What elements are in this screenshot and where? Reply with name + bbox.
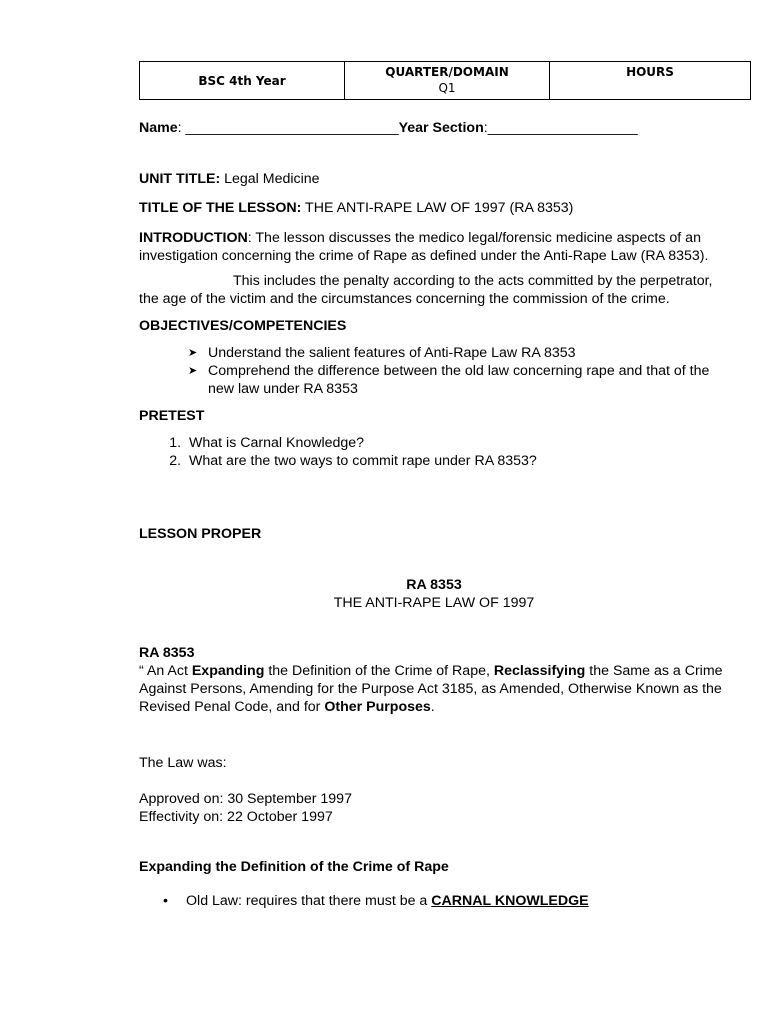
expanding-heading: Expanding the Definition of the Crime of Rape — [139, 859, 449, 875]
list-item: 2. What are the two ways to commit rape under RA 8353? — [185, 452, 729, 470]
ra-center-subtitle: THE ANTI-RAPE LAW OF 1997 — [333, 595, 535, 611]
section-blank: :___________________ — [483, 120, 638, 136]
list-item: ➤ Understand the salient features of Anti-Rape Law RA 8353 — [188, 345, 576, 361]
document-page — [139, 61, 729, 910]
header-year-cell: BSC 4th Year — [140, 62, 345, 100]
bullet-icon: • — [163, 893, 168, 909]
header-table — [139, 61, 751, 100]
arrow-bullet-icon: ➤ — [188, 347, 198, 359]
approved-date: Approved on: 30 September 1997 — [139, 791, 352, 807]
list-item: 1. What is Carnal Knowledge? — [185, 434, 729, 452]
name-blank: : ___________________________ — [177, 120, 399, 136]
header-quarter-cell: QUARTER/DOMAIN Q1 — [345, 62, 550, 100]
arrow-bullet-icon: ➤ — [188, 365, 198, 377]
ra-heading: RA 8353 — [139, 645, 195, 661]
objectives-list — [139, 344, 729, 398]
objectives-heading: OBJECTIVES/COMPETENCIES — [139, 318, 347, 334]
list-item: • Old Law: requires that there must be a CARNAL KNOWLEDGE — [163, 893, 589, 909]
ra-center-title: RA 8353 — [406, 577, 462, 593]
section-label: Year Section — [398, 120, 484, 136]
name-label: Name — [139, 120, 178, 136]
expanding-list — [139, 892, 729, 910]
name-section-line — [139, 120, 729, 136]
pretest-list — [139, 434, 729, 470]
pretest-heading: PRETEST — [139, 408, 205, 424]
list-item: ➤ Comprehend the difference between the old law concerning rape and that of the new law under RA 8353 — [188, 363, 710, 397]
introduction-paragraph-2: This includes the penalty according to the acts committed by the perpetrator, the age of the victim and the circumstances concerning the commission of the crime. — [139, 273, 713, 307]
lesson-proper-heading: LESSON PROPER — [139, 526, 262, 542]
effectivity-date: Effectivity on: 22 October 1997 — [139, 809, 333, 825]
law-intro: The Law was: — [139, 755, 227, 771]
header-hours-cell: HOURS — [550, 62, 751, 100]
lesson-center-title — [139, 576, 729, 612]
unit-title: UNIT TITLE: Legal Medicine — [139, 171, 320, 187]
introduction: INTRODUCTION: The lesson discusses the medico legal/forensic medicine aspects of an investigation concerning the crime of Rape as defined under the Anti-Rape Law (RA 8353). — [139, 230, 709, 264]
ra-definition: “ An Act Expanding the Definition of the Crime of Rape, Reclassifying the Same as a Crime Against Persons, Amending for the Purpose Act 3185, as Amended, Otherwise Known as the Revised Penal Code, and for Other Purposes. — [139, 663, 723, 715]
lesson-title: TITLE OF THE LESSON: THE ANTI-RAPE LAW OF 1997 (RA 8353) — [139, 200, 574, 216]
